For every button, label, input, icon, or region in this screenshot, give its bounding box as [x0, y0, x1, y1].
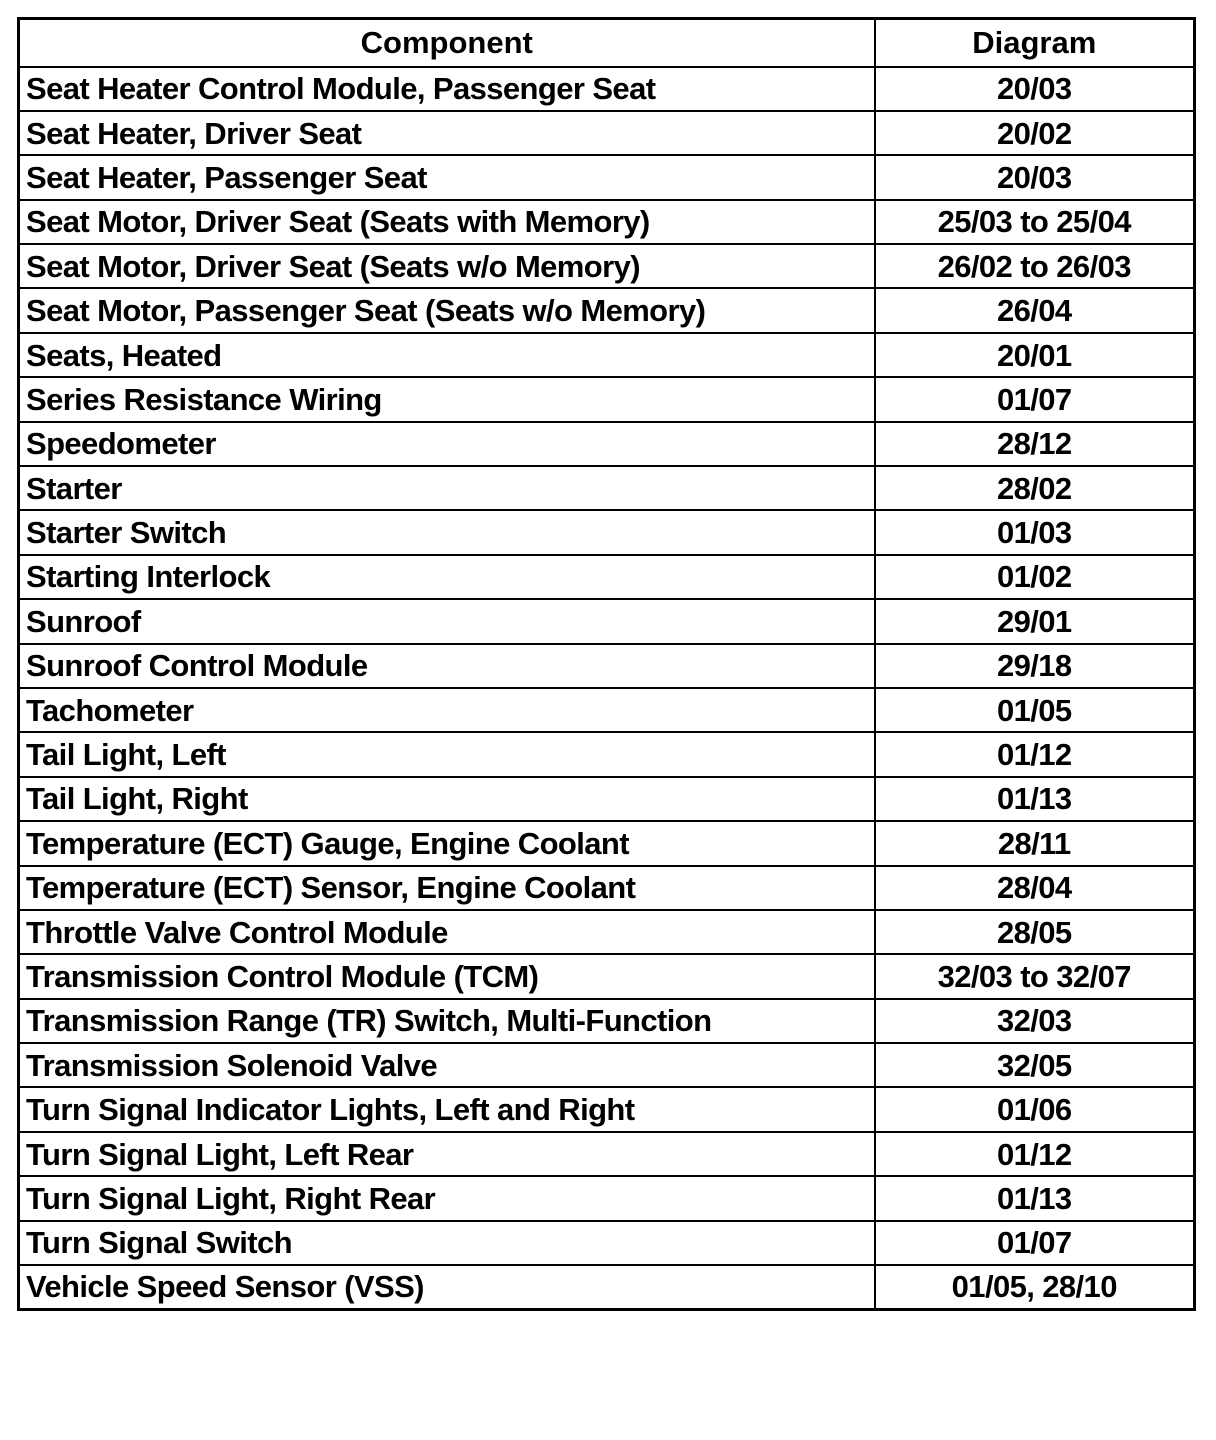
table-row — [19, 688, 1195, 732]
component-cell: Turn Signal Light, Right Rear — [19, 1176, 875, 1220]
table-row — [19, 111, 1195, 155]
component-cell: Turn Signal Indicator Lights, Left and Right — [19, 1087, 875, 1131]
component-cell: Turn Signal Switch — [19, 1221, 875, 1265]
diagram-cell: 25/03 to 25/04 — [875, 200, 1195, 244]
component-cell: Transmission Solenoid Valve — [19, 1043, 875, 1087]
table-row — [19, 1132, 1195, 1176]
diagram-cell: 01/12 — [875, 1132, 1195, 1176]
component-cell: Seat Motor, Passenger Seat (Seats w/o Memory) — [19, 288, 875, 332]
table-row — [19, 866, 1195, 910]
diagram-cell: 29/18 — [875, 644, 1195, 688]
table-row — [19, 821, 1195, 865]
diagram-cell: 01/05 — [875, 688, 1195, 732]
diagram-cell: 01/02 — [875, 555, 1195, 599]
component-cell: Throttle Valve Control Module — [19, 910, 875, 954]
diagram-cell: 28/05 — [875, 910, 1195, 954]
component-cell: Seat Heater, Driver Seat — [19, 111, 875, 155]
table-row — [19, 732, 1195, 776]
diagram-cell: 20/03 — [875, 155, 1195, 199]
diagram-cell: 01/06 — [875, 1087, 1195, 1131]
header-diagram: Diagram — [875, 19, 1195, 67]
table-body — [19, 67, 1195, 1310]
component-cell: Series Resistance Wiring — [19, 377, 875, 421]
component-cell: Turn Signal Light, Left Rear — [19, 1132, 875, 1176]
diagram-cell: 28/12 — [875, 422, 1195, 466]
diagram-cell: 01/07 — [875, 1221, 1195, 1265]
component-cell: Temperature (ECT) Sensor, Engine Coolant — [19, 866, 875, 910]
component-cell: Seat Heater Control Module, Passenger Seat — [19, 67, 875, 111]
diagram-cell: 28/04 — [875, 866, 1195, 910]
table-row — [19, 510, 1195, 554]
table-row — [19, 644, 1195, 688]
diagram-cell: 28/02 — [875, 466, 1195, 510]
diagram-cell: 01/03 — [875, 510, 1195, 554]
diagram-cell: 26/04 — [875, 288, 1195, 332]
table-row — [19, 999, 1195, 1043]
header-row — [19, 19, 1195, 67]
table-row — [19, 1087, 1195, 1131]
table-row — [19, 200, 1195, 244]
component-cell: Starter Switch — [19, 510, 875, 554]
diagram-cell: 20/02 — [875, 111, 1195, 155]
diagram-cell: 32/03 to 32/07 — [875, 954, 1195, 998]
table-header — [19, 19, 1195, 67]
diagram-cell: 01/13 — [875, 1176, 1195, 1220]
table-row — [19, 377, 1195, 421]
diagram-cell: 32/03 — [875, 999, 1195, 1043]
table-row — [19, 244, 1195, 288]
diagram-cell: 01/13 — [875, 777, 1195, 821]
component-cell: Tachometer — [19, 688, 875, 732]
component-cell: Vehicle Speed Sensor (VSS) — [19, 1265, 875, 1309]
diagram-cell: 29/01 — [875, 599, 1195, 643]
diagram-cell: 26/02 to 26/03 — [875, 244, 1195, 288]
table-row — [19, 777, 1195, 821]
table-row — [19, 1265, 1195, 1309]
component-cell: Seat Motor, Driver Seat (Seats with Memory) — [19, 200, 875, 244]
component-cell: Seat Motor, Driver Seat (Seats w/o Memory) — [19, 244, 875, 288]
component-cell: Tail Light, Left — [19, 732, 875, 776]
component-diagram-table-container — [17, 17, 1193, 1311]
component-cell: Speedometer — [19, 422, 875, 466]
component-cell: Transmission Control Module (TCM) — [19, 954, 875, 998]
diagram-cell: 20/01 — [875, 333, 1195, 377]
component-diagram-table — [17, 17, 1196, 1311]
table-row — [19, 333, 1195, 377]
diagram-cell: 01/05, 28/10 — [875, 1265, 1195, 1309]
component-cell: Temperature (ECT) Gauge, Engine Coolant — [19, 821, 875, 865]
component-cell: Starting Interlock — [19, 555, 875, 599]
table-row — [19, 954, 1195, 998]
diagram-cell: 20/03 — [875, 67, 1195, 111]
table-row — [19, 67, 1195, 111]
diagram-cell: 32/05 — [875, 1043, 1195, 1087]
table-row — [19, 1221, 1195, 1265]
table-row — [19, 466, 1195, 510]
component-cell: Seats, Heated — [19, 333, 875, 377]
component-cell: Starter — [19, 466, 875, 510]
table-row — [19, 422, 1195, 466]
table-row — [19, 1043, 1195, 1087]
component-cell: Sunroof — [19, 599, 875, 643]
diagram-cell: 01/12 — [875, 732, 1195, 776]
table-row — [19, 155, 1195, 199]
table-row — [19, 288, 1195, 332]
component-cell: Sunroof Control Module — [19, 644, 875, 688]
table-row — [19, 555, 1195, 599]
component-cell: Tail Light, Right — [19, 777, 875, 821]
diagram-cell: 01/07 — [875, 377, 1195, 421]
component-cell: Seat Heater, Passenger Seat — [19, 155, 875, 199]
component-cell: Transmission Range (TR) Switch, Multi-Function — [19, 999, 875, 1043]
table-row — [19, 599, 1195, 643]
table-row — [19, 910, 1195, 954]
table-row — [19, 1176, 1195, 1220]
header-component: Component — [19, 19, 875, 67]
diagram-cell: 28/11 — [875, 821, 1195, 865]
